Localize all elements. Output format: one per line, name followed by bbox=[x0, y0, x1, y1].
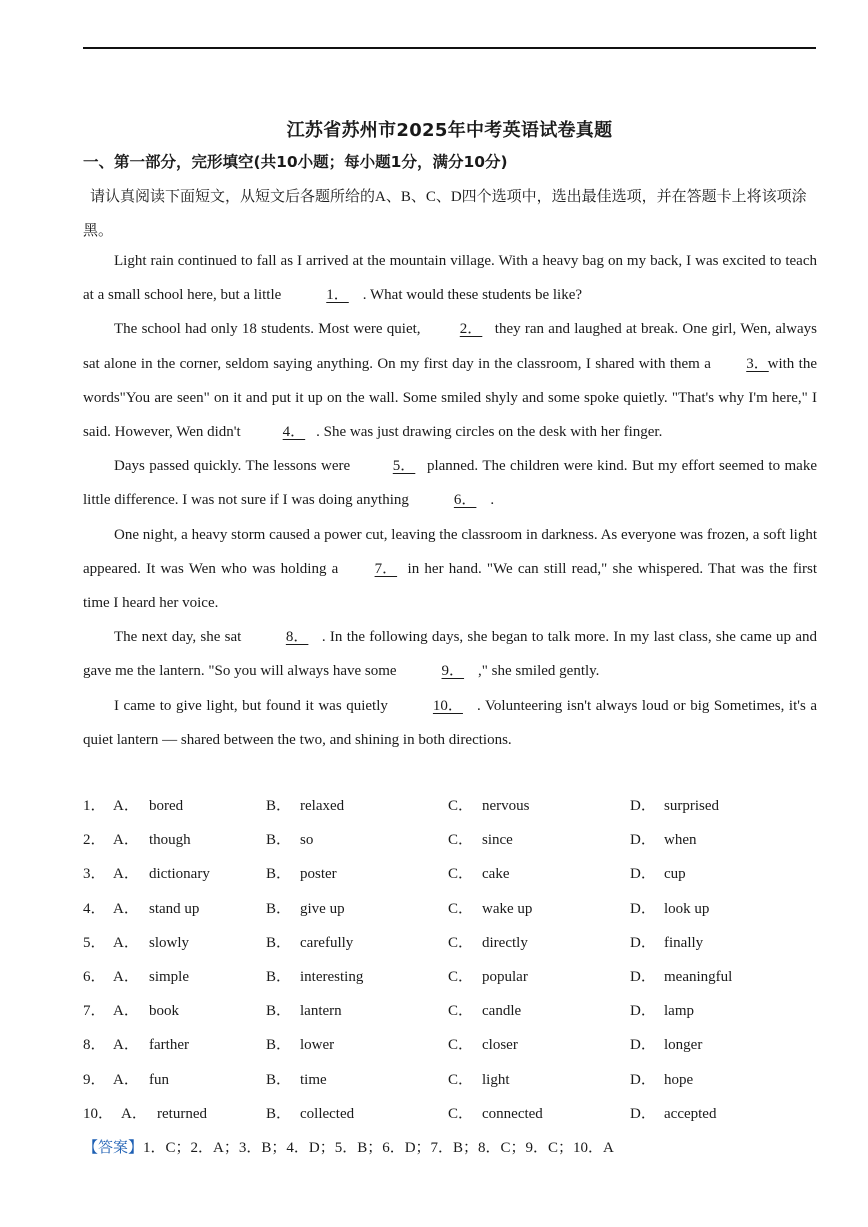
answer-tag: 【答案】 bbox=[83, 1140, 144, 1156]
option-letter: D． bbox=[630, 1071, 656, 1088]
cloze-blank: 2． bbox=[459, 321, 483, 338]
option-letter: B． bbox=[266, 1071, 292, 1088]
question-row bbox=[83, 1063, 823, 1097]
option-text: candle bbox=[482, 1003, 522, 1020]
option-text: relaxed bbox=[300, 798, 345, 814]
passage-paragraph bbox=[83, 312, 817, 449]
question-number: 10． bbox=[83, 1105, 114, 1122]
passage-text: ," she smiled gently. bbox=[474, 663, 600, 680]
option-text: hope bbox=[664, 1071, 694, 1088]
passage-text: . In the following days, she began to talk more. In my last class, she came up and gave me the lantern. "So you will always have some bbox=[83, 629, 817, 680]
option-letter: D． bbox=[630, 832, 656, 849]
question-options bbox=[83, 789, 823, 1131]
passage-text: Days passed quickly. The lessons were bbox=[114, 458, 355, 475]
option-text: accepted bbox=[664, 1105, 717, 1122]
option-letter: A． bbox=[113, 1003, 139, 1020]
option-text: book bbox=[149, 1003, 179, 1020]
option-text: closer bbox=[482, 1037, 518, 1054]
option-letter: D． bbox=[630, 900, 656, 917]
cloze-blank: 5． bbox=[392, 458, 416, 475]
exam-title: 江苏省苏州市2025年中考英语试卷真题 bbox=[286, 120, 613, 141]
option-text: connected bbox=[482, 1105, 543, 1122]
passage-text: . She was just drawing circles on the desk with her finger. bbox=[312, 424, 663, 441]
header-rule bbox=[83, 47, 816, 49]
option-letter: C． bbox=[448, 1071, 474, 1088]
passage-paragraph bbox=[83, 518, 817, 621]
option-text: since bbox=[482, 832, 513, 849]
option-letter: A． bbox=[121, 1105, 147, 1122]
option-letter: D． bbox=[630, 866, 656, 883]
option-letter: A． bbox=[113, 798, 139, 814]
option-letter: A． bbox=[113, 900, 139, 917]
option-text: time bbox=[300, 1071, 327, 1088]
passage-text: The next day, she sat bbox=[114, 629, 246, 646]
option-text: look up bbox=[664, 900, 710, 917]
option-text: nervous bbox=[482, 798, 530, 814]
cloze-blank: 9． bbox=[441, 663, 465, 680]
option-text: wake up bbox=[482, 900, 533, 917]
passage-text: Light rain continued to fall as I arrived at the mountain village. With a heavy bag on my back, I was excited to teach at a small school here, but a little bbox=[83, 253, 817, 304]
option-letter: C． bbox=[448, 866, 474, 883]
option-text: interesting bbox=[300, 968, 364, 985]
option-text: surprised bbox=[664, 798, 719, 814]
question-number: 2． bbox=[83, 832, 106, 849]
option-text: carefully bbox=[300, 934, 354, 951]
cloze-blank: 8． bbox=[285, 629, 309, 646]
option-letter: B． bbox=[266, 798, 292, 814]
option-letter: D． bbox=[630, 1003, 656, 1020]
option-text: fun bbox=[149, 1071, 169, 1088]
question-row bbox=[83, 892, 823, 926]
option-letter: B． bbox=[266, 1037, 292, 1054]
option-text: simple bbox=[149, 968, 189, 985]
option-text: poster bbox=[300, 866, 337, 883]
option-text: stand up bbox=[149, 900, 200, 917]
question-row bbox=[83, 994, 823, 1028]
passage-paragraph bbox=[83, 244, 817, 312]
cloze-blank: 6． bbox=[453, 492, 477, 509]
passage-text: . What would these students be like? bbox=[359, 287, 583, 304]
question-number: 7． bbox=[83, 1003, 106, 1020]
question-number: 4． bbox=[83, 900, 106, 917]
option-letter: C． bbox=[448, 832, 474, 849]
option-letter: B． bbox=[266, 968, 292, 985]
passage-text: with the words"You are seen" on it and put it up on the wall. Some smiled shyly and some spoke quietly. "That's why I'm here," I said. However, Wen didn't bbox=[83, 355, 817, 441]
passage-paragraph bbox=[83, 449, 817, 517]
option-letter: C． bbox=[448, 798, 474, 814]
option-letter: D． bbox=[630, 968, 656, 985]
passage-text: . bbox=[486, 492, 495, 509]
option-text: lamp bbox=[664, 1003, 694, 1020]
answer-text: 1．C；2．A；3．B；4．D；5．B；6．D；7．B；8．C；9．C；10．A bbox=[143, 1140, 614, 1156]
option-text: so bbox=[300, 832, 314, 849]
option-letter: B． bbox=[266, 900, 292, 917]
option-letter: B． bbox=[266, 934, 292, 951]
question-number: 1． bbox=[83, 798, 106, 814]
passage-text: planned. The children were kind. But my effort seemed to make little difference. I was not sure if I was doing anything bbox=[83, 458, 817, 509]
option-letter: A． bbox=[113, 832, 139, 849]
option-text: cup bbox=[664, 866, 686, 883]
option-text: give up bbox=[300, 900, 345, 917]
cloze-blank: 3． bbox=[746, 355, 769, 372]
question-number: 5． bbox=[83, 934, 106, 951]
option-letter: B． bbox=[266, 832, 292, 849]
option-letter: A． bbox=[113, 1037, 139, 1054]
passage-text: in her hand. "We can still read," she whispered. That was the first time I heard her voice. bbox=[83, 560, 817, 612]
question-row bbox=[83, 1097, 823, 1131]
question-row bbox=[83, 823, 823, 857]
option-text: farther bbox=[149, 1037, 189, 1054]
question-number: 3． bbox=[83, 866, 106, 883]
option-text: meaningful bbox=[664, 968, 733, 985]
passage-paragraph bbox=[83, 689, 817, 757]
option-letter: C． bbox=[448, 1105, 474, 1122]
option-text: though bbox=[149, 832, 191, 849]
option-letter: A． bbox=[113, 934, 139, 951]
question-number: 8． bbox=[83, 1037, 106, 1054]
option-letter: C． bbox=[448, 1003, 474, 1020]
option-text: collected bbox=[300, 1105, 355, 1122]
cloze-passage bbox=[83, 244, 817, 757]
option-text: longer bbox=[664, 1037, 703, 1054]
option-letter: D． bbox=[630, 798, 656, 814]
passage-text: One night, a heavy storm caused a power cut, leaving the classroom in darkness. As everyone was frozen, a soft light appeared. It was Wen who was holding a bbox=[83, 526, 817, 577]
option-letter: C． bbox=[448, 1037, 474, 1054]
cloze-blank: 4． bbox=[282, 424, 306, 441]
instructions: 请认真阅读下面短文，从短文后各题所给的A、B、C、D四个选项中，选出最佳选项，并在答题卡上将该项涂黑。 bbox=[83, 189, 807, 239]
passage-text: they ran and laughed at break. One girl, Wen, always sat alone in the corner, seldom saying anything. On my first day in the classroom, I shared with them a bbox=[83, 321, 817, 372]
option-text: bored bbox=[149, 798, 184, 814]
option-text: cake bbox=[482, 866, 510, 883]
option-letter: D． bbox=[630, 1037, 656, 1054]
cloze-blank: 10． bbox=[432, 697, 463, 714]
question-row bbox=[83, 789, 823, 823]
passage-paragraph bbox=[83, 620, 817, 688]
option-text: slowly bbox=[149, 934, 190, 951]
option-letter: B． bbox=[266, 866, 292, 883]
question-row bbox=[83, 960, 823, 994]
option-letter: A． bbox=[113, 1071, 139, 1088]
option-text: dictionary bbox=[149, 866, 210, 883]
question-number: 9． bbox=[83, 1071, 106, 1088]
option-letter: C． bbox=[448, 900, 474, 917]
option-text: returned bbox=[157, 1105, 207, 1122]
passage-text: The school had only 18 students. Most were quiet, bbox=[114, 321, 421, 338]
question-row bbox=[83, 1028, 823, 1062]
option-text: directly bbox=[482, 934, 528, 951]
option-letter: C． bbox=[448, 934, 474, 951]
option-text: light bbox=[482, 1071, 510, 1088]
option-text: popular bbox=[482, 968, 528, 985]
cloze-blank: 7． bbox=[374, 560, 398, 577]
option-letter: D． bbox=[630, 934, 656, 951]
question-number: 6． bbox=[83, 968, 106, 985]
question-row bbox=[83, 926, 823, 960]
passage-text: I came to give light, but found it was quietly bbox=[114, 697, 393, 714]
passage-text: . Volunteering isn't always loud or big Sometimes, it's a quiet lantern — shared between the two, and shining in both directions. bbox=[83, 697, 817, 748]
cloze-blank: 1． bbox=[326, 287, 349, 304]
option-text: when bbox=[664, 832, 697, 849]
option-letter: A． bbox=[113, 968, 139, 985]
section-heading: 一、第一部分，完形填空(共10小题；每小题1分，满分10分) bbox=[83, 153, 508, 171]
question-row bbox=[83, 857, 823, 891]
answer-line bbox=[83, 1131, 614, 1165]
option-letter: C． bbox=[448, 968, 474, 985]
option-letter: B． bbox=[266, 1003, 292, 1020]
option-letter: B． bbox=[266, 1105, 292, 1122]
option-letter: D． bbox=[630, 1105, 656, 1122]
option-letter: A． bbox=[113, 866, 139, 883]
option-text: lantern bbox=[300, 1003, 342, 1020]
option-text: lower bbox=[300, 1037, 335, 1054]
option-text: finally bbox=[664, 934, 704, 951]
